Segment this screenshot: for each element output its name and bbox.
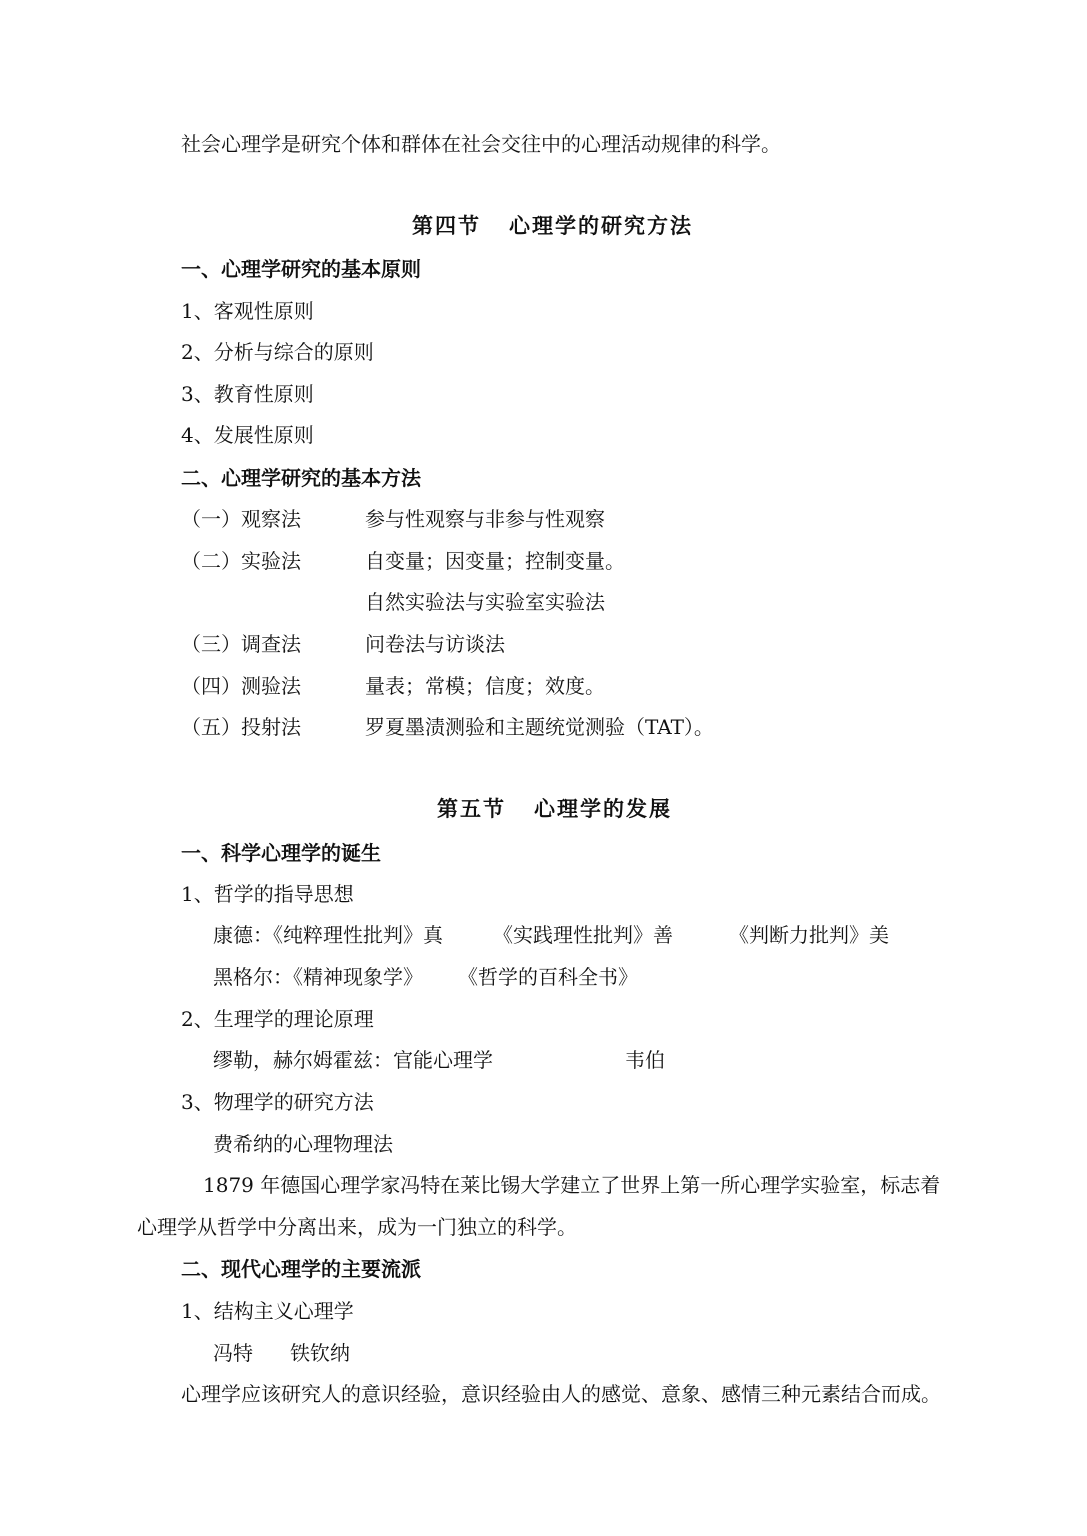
heading-principles: 一、心理学研究的基本原则 [181,257,421,281]
list-item: 1、结构主义心理学 [181,1299,354,1323]
method-desc: 问卷法与访谈法 [365,632,505,656]
list-item: 3、物理学的研究方法 [181,1090,374,1114]
method-desc: 罗夏墨渍测验和主题统觉测验（TAT）。 [365,715,714,739]
fechner-line: 费希纳的心理物理法 [213,1132,393,1156]
section-number: 第四节 [412,213,481,238]
heading-schools: 二、现代心理学的主要流派 [181,1257,421,1281]
school-founder-2: 铁钦纳 [290,1341,350,1365]
section-title-text: 心理学的研究方法 [509,213,693,238]
intro-paragraph: 社会心理学是研究个体和群体在社会交往中的心理活动规律的科学。 [181,132,781,156]
section-number: 第五节 [437,796,506,821]
list-item: 2、分析与综合的原则 [181,340,374,364]
heading-methods: 二、心理学研究的基本方法 [181,466,421,490]
hegel-works-2: 《哲学的百科全书》 [458,965,638,989]
method-desc: 参与性观察与非参与性观察 [365,507,605,531]
hegel-works-1: 黑格尔：《精神现象学》 [213,965,423,989]
list-item: 2、生理学的理论原理 [181,1007,374,1031]
wundt-paragraph-line-1: 1879 年德国心理学家冯特在莱比锡大学建立了世界上第一所心理学实验室，标志着 [203,1173,941,1197]
method-desc: 自变量；因变量；控制变量。 [365,549,625,573]
method-name: （三）调查法 [181,632,301,656]
list-item: 1、哲学的指导思想 [181,882,354,906]
list-item: 4、发展性原则 [181,423,314,447]
school-founder-1: 冯特 [213,1341,253,1365]
list-item: 1、客观性原则 [181,299,314,323]
method-name: （四）测验法 [181,674,301,698]
method-desc: 量表；常模；信度；效度。 [365,674,605,698]
structuralism-desc: 心理学应该研究人的意识经验，意识经验由人的感觉、意象、感情三种元素结合而成。 [181,1382,941,1406]
method-name: （一）观察法 [181,507,301,531]
section-four-title [412,212,693,240]
section-five-title [437,795,672,823]
kant-works-1: 康德：《纯粹理性批判》真 [213,923,443,947]
kant-works-3: 《判断力批判》美 [729,923,889,947]
wundt-paragraph-line-2: 心理学从哲学中分离出来，成为一门独立的科学。 [137,1215,577,1239]
method-name: （二）实验法 [181,549,301,573]
heading-birth: 一、科学心理学的诞生 [181,841,381,865]
method-name: （五）投射法 [181,715,301,739]
list-item: 3、教育性原则 [181,382,314,406]
physiology-names: 缪勒，赫尔姆霍兹：官能心理学 [213,1048,493,1072]
method-desc: 自然实验法与实验室实验法 [365,590,605,614]
physiology-weber: 韦伯 [625,1048,665,1072]
section-title-text: 心理学的发展 [534,796,672,821]
kant-works-2: 《实践理性批判》善 [493,923,673,947]
